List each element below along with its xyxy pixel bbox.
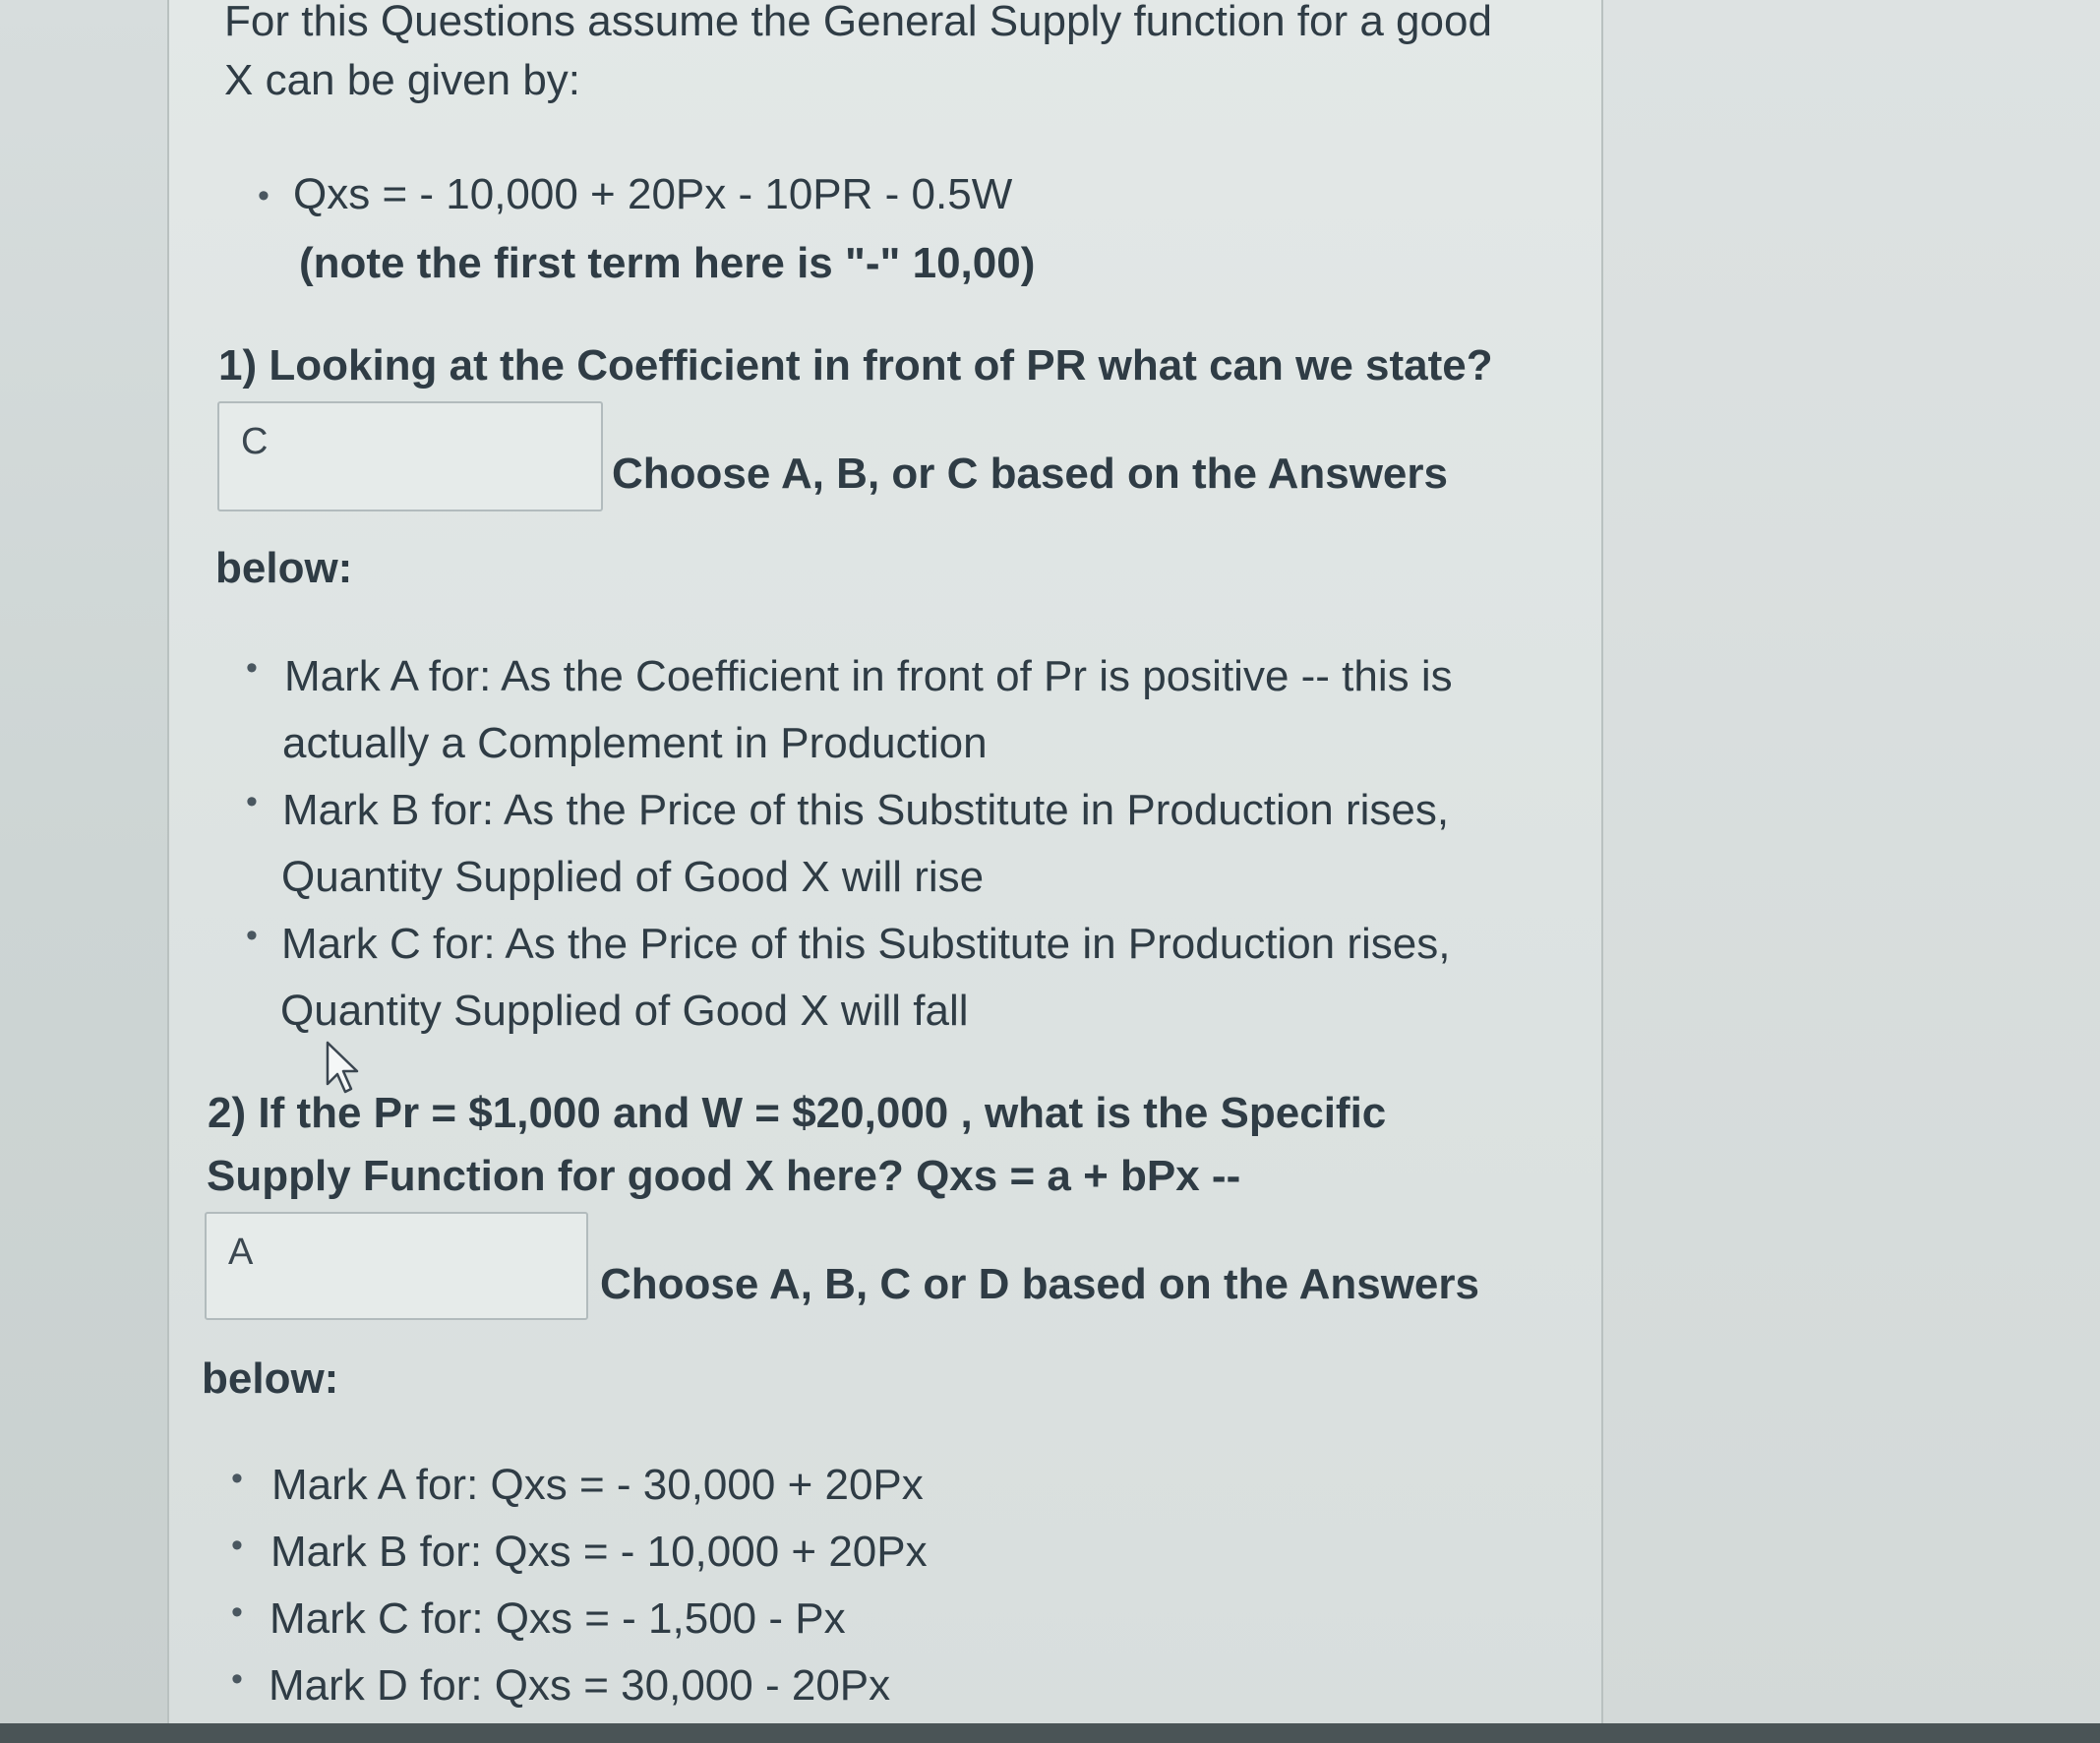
question-1-answer-input[interactable] — [217, 401, 603, 511]
q1-option-b-line-2: Quantity Supplied of Good X will rise — [281, 853, 985, 901]
q2-option-b: Mark B for: Qxs = - 10,000 + 20Px — [270, 1528, 928, 1576]
question-1-text: 1) Looking at the Coefficient in front of PR what can we state? — [218, 341, 1493, 390]
intro-line-1: For this Questions assume the General Supply function for a good — [224, 0, 1492, 45]
q1-option-c-line-1: Mark C for: As the Price of this Substitute in Production rises, — [281, 920, 1451, 968]
q1-option-a-line-1: Mark A for: As the Coefficient in front of Pr is positive -- this is — [284, 652, 1453, 700]
q1-option-c-line-2: Quantity Supplied of Good X will fall — [280, 987, 969, 1035]
question-2-instruction: Choose A, B, C or D based on the Answers — [600, 1260, 1479, 1308]
bullet-icon: • — [231, 1527, 243, 1564]
q1-option-a-line-2: actually a Complement in Production — [282, 719, 988, 767]
general-supply-formula: Qxs = - 10,000 + 20Px - 10PR - 0.5W — [293, 170, 1013, 218]
question-1-instruction: Choose A, B, or C based on the Answers — [612, 450, 1448, 498]
right-pane — [1603, 0, 2100, 1743]
bullet-icon: • — [246, 649, 258, 687]
question-2-below: below: — [202, 1354, 339, 1403]
bottom-edge — [0, 1723, 2100, 1743]
question-1-below: below: — [215, 544, 353, 592]
bullet-icon: • — [246, 917, 258, 954]
question-2-text-line-1: 2) If the Pr = $1,000 and W = $20,000 , what is the Specific — [208, 1089, 1387, 1137]
formula-note: (note the first term here is "-" 10,00) — [299, 239, 1036, 287]
question-1-answer-value: C — [241, 421, 269, 462]
bullet-icon: • — [246, 783, 258, 820]
q1-option-b-line-1: Mark B for: As the Price of this Substitute in Production rises, — [282, 786, 1450, 834]
intro-line-2: X can be given by: — [224, 56, 581, 104]
left-margin — [0, 0, 167, 1743]
q2-option-d: Mark D for: Qxs = 30,000 - 20Px — [269, 1661, 891, 1710]
bullet-icon: • — [258, 177, 270, 214]
q2-option-c: Mark C for: Qxs = - 1,500 - Px — [270, 1594, 846, 1643]
question-2-answer-input[interactable] — [205, 1212, 588, 1320]
bullet-icon: • — [231, 1660, 243, 1698]
bullet-icon: • — [231, 1593, 243, 1631]
q2-option-a: Mark A for: Qxs = - 30,000 + 20Px — [271, 1461, 924, 1509]
question-2-answer-value: A — [228, 1232, 254, 1273]
question-2-text-line-2: Supply Function for good X here? Qxs = a + bPx -- — [207, 1152, 1241, 1200]
bullet-icon: • — [231, 1460, 243, 1497]
